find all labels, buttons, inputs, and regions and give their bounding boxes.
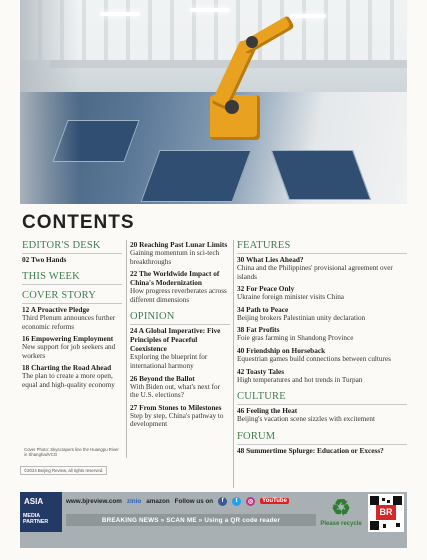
toc-entry-desc: High temperatures and hot trends in Turpan (237, 375, 363, 384)
media-partner-label: MEDIA PARTNER (23, 513, 49, 525)
asia-media-partner-badge[interactable] (20, 492, 62, 532)
amazon-link[interactable]: amazon (146, 497, 170, 505)
toc-entry-title: 32 For Peace Only (237, 284, 295, 294)
section-culture: CULTURE (237, 391, 407, 405)
toc-entry-desc: With Biden out, what's next for the U.S. elections? (130, 382, 221, 400)
toc-entry-desc: Third Plenum announces further economic reforms (22, 314, 116, 331)
toc-entry-title: 30 What Lies Ahead? (237, 255, 304, 264)
photo-vignette (20, 0, 80, 204)
toc-entry[interactable] (22, 363, 122, 389)
toc-entry-title: 46 Feeling the Heat (237, 406, 298, 416)
toc-entry[interactable] (130, 269, 230, 304)
toc-entry-title: 42 Toasty Tales (237, 366, 285, 376)
zinio-link[interactable]: zinio (126, 497, 142, 505)
robot-joint (246, 36, 258, 48)
toc-entry[interactable] (237, 406, 407, 424)
section-opinion: OPINION (130, 311, 230, 325)
photo-caption: Cover Photo: Skyscrapers line the Huangpu River in Shanghai/VCG (24, 447, 119, 457)
ceiling-light (190, 8, 230, 12)
recycle-icon: ♻ (331, 495, 351, 520)
toc-entry-title: 16 Empowering Employment (22, 334, 114, 344)
toc-entry[interactable] (237, 446, 407, 455)
toc-entry-title: 27 From Stones to Milestones (130, 402, 222, 412)
qr-code[interactable] (368, 494, 404, 532)
website-link[interactable]: www.bjreview.com (66, 497, 122, 505)
column-divider (126, 240, 127, 458)
toc-entry[interactable] (130, 240, 230, 266)
toc-entry-title: 02 Two Hands (22, 255, 67, 264)
toc-entry[interactable] (130, 374, 230, 400)
toc-entry-desc: How progress reverberates across different dimensions (130, 287, 227, 304)
toc-entry[interactable] (237, 305, 407, 323)
section-editors-desk: EDITOR'S DESK (22, 240, 122, 254)
follow-us-label: Follow us on (174, 497, 214, 505)
section-this-week: THIS WEEK (22, 271, 122, 285)
recycle-notice (320, 495, 362, 533)
toc-entry-title: 18 Charting the Road Ahead (22, 363, 112, 373)
toc-entry-title: 38 Fat Profits (237, 325, 280, 335)
toc-entry[interactable] (237, 367, 407, 385)
toc-entry-title: 48 Summertime Splurge: Education or Excess? (237, 445, 384, 455)
asia-logo: ASIA (24, 497, 44, 506)
toc-entry[interactable] (22, 255, 122, 264)
twitter-icon[interactable]: t (232, 497, 241, 506)
toc-entry[interactable] (130, 326, 230, 370)
toc-entry-desc: Equestrian games build connections between cultures (237, 354, 391, 363)
toc-entry[interactable] (130, 403, 230, 429)
breaking-news-banner: BREAKING NEWS » SCAN ME » Using a QR code reader (66, 514, 316, 526)
footer-bar (20, 492, 407, 548)
toc-entry-desc: Foie gras farming in Shandong Province (237, 334, 354, 343)
contents-heading: CONTENTS (22, 212, 135, 233)
section-cover-story: COVER STORY (22, 290, 122, 304)
toc-entry-title: 26 Beyond the Ballot (130, 373, 195, 383)
solar-panel (141, 150, 252, 202)
qr-br-label: BR (376, 505, 396, 520)
toc-entry-desc: Exploring the blueprint for international harmony (130, 353, 208, 370)
toc-entry[interactable] (237, 284, 407, 302)
contents-column-1 (22, 240, 122, 393)
toc-entry-desc: Beijing brokers Palestinian unity declaration (237, 313, 366, 322)
toc-entry-title: 12 A Proactive Pledge (22, 305, 90, 314)
toc-entry-desc: Gaining momentum in sci-tech breakthroughs (130, 249, 220, 266)
recycle-label: Please recycle (320, 521, 362, 527)
toc-entry-desc: Step by step, China's pathway to development (130, 411, 224, 429)
toc-entry[interactable] (22, 334, 122, 360)
toc-entry-title: 22 The Worldwide Impact of China's Modernization (130, 269, 220, 288)
section-features: FEATURES (237, 240, 407, 254)
toc-entry-desc: Ukraine foreign minister visits China (237, 293, 344, 302)
ceiling-light (100, 12, 140, 16)
toc-entry-title: 20 Reaching Past Lunar Limits (130, 240, 228, 249)
toc-entry-title: 24 A Global Imperative: Five Principles of Peaceful Coexistence (130, 326, 221, 354)
toc-entry[interactable] (237, 346, 407, 364)
column-divider (233, 240, 234, 488)
toc-entry[interactable] (237, 255, 407, 281)
toc-entry[interactable] (22, 305, 122, 331)
instagram-icon[interactable]: ◎ (248, 498, 254, 505)
toc-entry-desc: China and the Philippines' provisional agreement over islands (237, 264, 393, 281)
facebook-icon[interactable]: f (218, 497, 227, 506)
toc-entry-title: 34 Path to Peace (237, 304, 289, 314)
copyright-notice: ©2024 Beijing Review, all rights reserved. (20, 466, 107, 475)
toc-entry-desc: New support for job seekers and workers (22, 343, 116, 360)
contents-column-2 (130, 240, 230, 432)
links-bar (66, 495, 316, 507)
contents-column-3 (237, 240, 407, 458)
robot-joint (225, 100, 239, 114)
toc-entry-title: 40 Friendship on Horseback (237, 345, 326, 355)
cover-photo (20, 0, 407, 204)
ceiling-light (290, 14, 326, 18)
youtube-icon[interactable]: YouTube (262, 498, 287, 504)
toc-entry-desc: The plan to create a more open, equal and high-quality economy (22, 372, 115, 389)
toc-entry-desc: Beijing's vacation scene sizzles with excitement (237, 415, 376, 424)
toc-entry[interactable] (237, 325, 407, 343)
section-forum: FORUM (237, 431, 407, 445)
